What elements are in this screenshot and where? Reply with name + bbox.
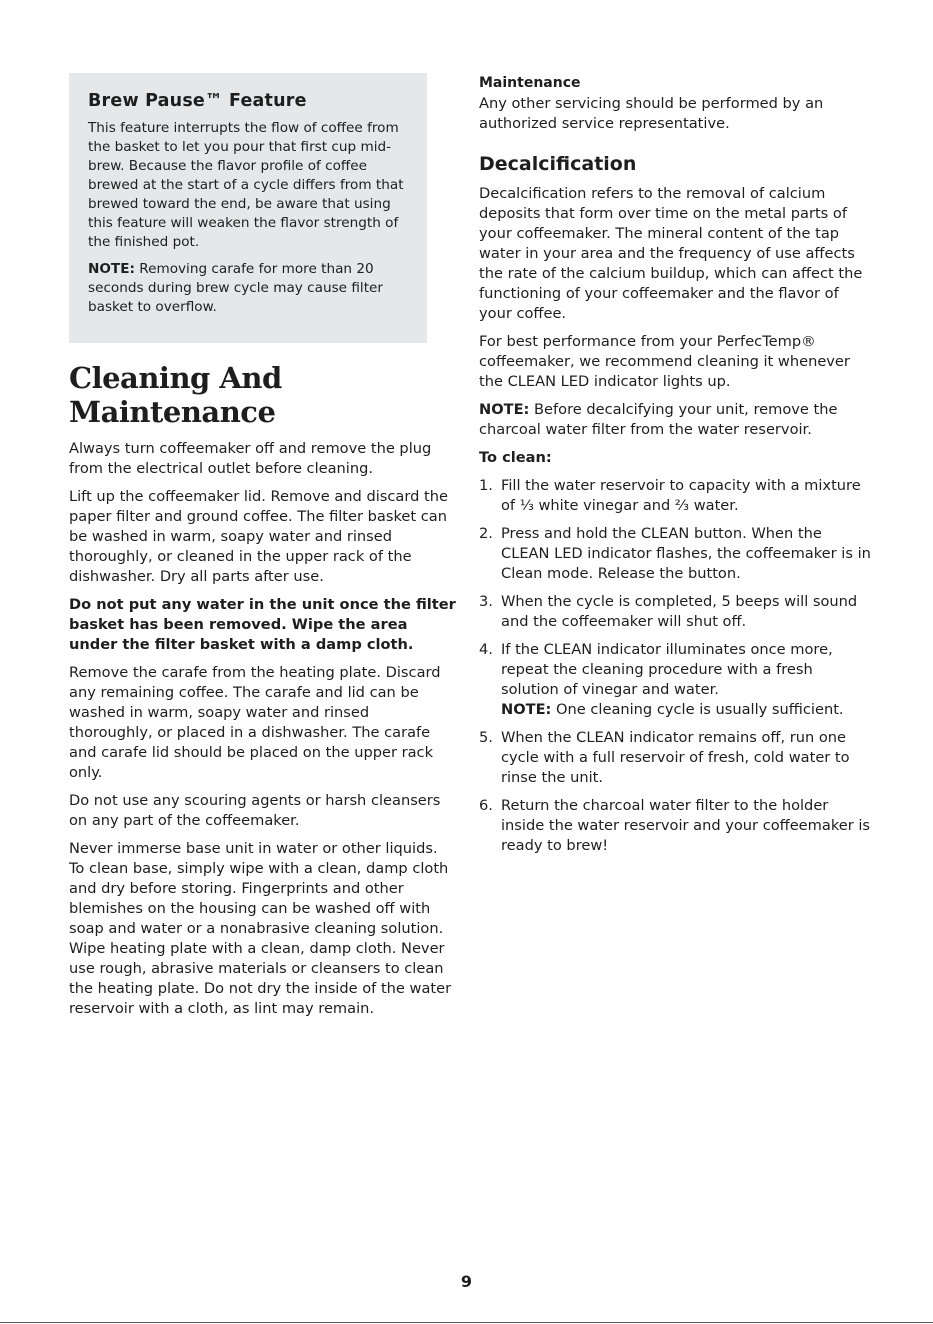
- list-item: [479, 524, 871, 584]
- callout-note: [88, 260, 418, 317]
- decalcification-note: [479, 400, 871, 440]
- step-note-label: NOTE:: [501, 701, 552, 718]
- left-column: [69, 73, 457, 1027]
- callout-note-text: Removing carafe for more than 20 seconds during brew cycle may cause filter basket to overflow.: [88, 261, 383, 315]
- list-item: [479, 476, 871, 516]
- step-text: Return the charcoal water filter to the holder inside the water reservoir and your coffeemaker is ready to brew!: [501, 797, 871, 854]
- cleaning-paragraph: Lift up the coffeemaker lid. Remove and discard the paper filter and ground coffee. The filter basket can be washed in warm, soapy water and rinsed thoroughly, or cleaned in the upper rack of the dishwasher. Dry all parts after use.: [69, 488, 448, 585]
- step-text: If the CLEAN indicator illuminates once more, repeat the cleaning procedure with a fresh solution of vinegar and water.: [501, 641, 833, 698]
- list-item: [479, 728, 871, 788]
- cleaning-paragraph: Do not use any scouring agents or harsh cleansers on any part of the coffeemaker.: [69, 792, 441, 829]
- list-item: [479, 640, 871, 720]
- maintenance-body: Any other servicing should be performed by an authorized service representative.: [479, 95, 824, 132]
- list-item: [479, 796, 871, 856]
- maintenance-title: Maintenance: [479, 75, 581, 91]
- cleaning-paragraph: Always turn coffeemaker off and remove the plug from the electrical outlet before cleaning.: [69, 440, 432, 477]
- list-item: [479, 592, 871, 632]
- callout-body: This feature interrupts the flow of coffee from the basket to let you pour that first cup mid-brew. Because the flavor profile of coffee brewed at the start of a cycle differs from that brewed toward the end, be aware that using this feature will weaken the flavor strength of the finished pot.: [88, 120, 404, 250]
- page-number: 9: [460, 1272, 473, 1291]
- to-clean-label: To clean:: [479, 449, 552, 466]
- brew-pause-callout: [69, 73, 427, 343]
- cleaning-steps: [479, 476, 871, 856]
- decalcification-title: Decalcification: [479, 153, 637, 175]
- step-number: 4.: [479, 641, 493, 658]
- step-text: When the cycle is completed, 5 beeps will sound and the coffeemaker will shut off.: [501, 593, 858, 630]
- step-note-text: One cleaning cycle is usually sufficient.: [551, 701, 844, 718]
- step-number: 1.: [479, 477, 493, 494]
- step-number: 2.: [479, 525, 493, 542]
- callout-title: Brew Pause™ Feature: [88, 91, 307, 111]
- step-number: 3.: [479, 593, 493, 610]
- cleaning-paragraph: Never immerse base unit in water or other liquids. To clean base, simply wipe with a clean, damp cloth and dry before storing. Fingerprints and other blemishes on the housing can be washed off with soap and water or a nonabrasive cleaning solution. Wipe heating plate with a clean, damp cloth. Never use rough, abrasive materials or cleansers to clean the heating plate. Do not dry the inside of the water reservoir with a cloth, as lint may remain.: [69, 840, 452, 1017]
- cleaning-warning: Do not put any water in the unit once the filter basket has been removed. Wipe the area under the filter basket with a damp cloth.: [69, 596, 456, 653]
- callout-note-label: NOTE:: [88, 261, 135, 277]
- step-number: 6.: [479, 797, 493, 814]
- decalcification-note-label: NOTE:: [479, 401, 530, 418]
- step-text: When the CLEAN indicator remains off, run one cycle with a full reservoir of fresh, cold water to rinse the unit.: [501, 729, 850, 786]
- step-text: Press and hold the CLEAN button. When the CLEAN LED indicator flashes, the coffeemaker is in Clean mode. Release the button.: [501, 525, 871, 582]
- footer-divider: [0, 1322, 933, 1323]
- decalcification-note-text: Before decalcifying your unit, remove the charcoal water filter from the water reservoir.: [479, 401, 838, 438]
- decalcification-performance: For best performance from your PerfecTemp® coffeemaker, we recommend cleaning it whenever the CLEAN LED indicator lights up.: [479, 333, 850, 390]
- cleaning-paragraph: Remove the carafe from the heating plate. Discard any remaining coffee. The carafe and lid can be washed in warm, soapy water and rinsed thoroughly, or placed in a dishwasher. The carafe and carafe lid should be placed on the upper rack only.: [69, 664, 441, 781]
- cleaning-title: Cleaning And Maintenance: [69, 361, 282, 429]
- step-number: 5.: [479, 729, 493, 746]
- decalcification-intro: Decalcification refers to the removal of calcium deposits that form over time on the metal parts of your coffeemaker. The mineral content of the tap water in your area and the frequency of use affects the rate of the calcium buildup, which can affect the functioning of your coffeemaker and the flavor of your coffee.: [479, 185, 863, 322]
- right-column: [479, 73, 871, 864]
- step-text: Fill the water reservoir to capacity with a mixture of ⅓ white vinegar and ⅔ water.: [501, 477, 861, 514]
